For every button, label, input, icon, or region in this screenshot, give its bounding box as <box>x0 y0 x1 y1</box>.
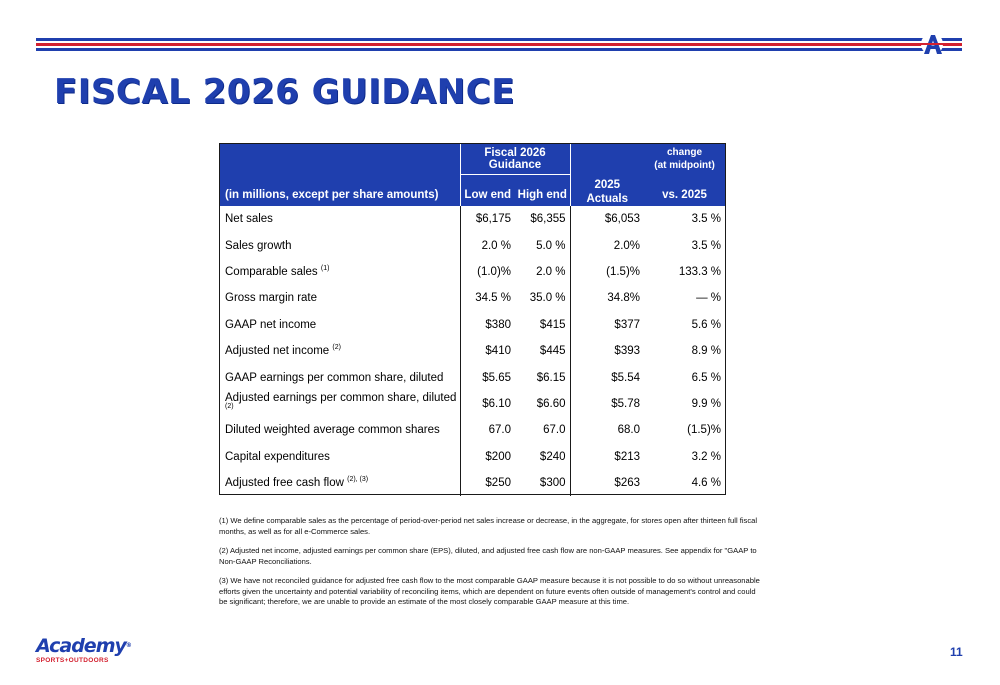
table-row <box>220 232 725 258</box>
actuals-header-line2: Actuals <box>586 193 629 205</box>
row-label-text: GAAP earnings per common share, diluted <box>225 371 444 384</box>
footnote-3: (3) We have not reconciled guidance for adjusted free cash flow to the most comparable GAAP measure because it is not possible to do so without unreasonable efforts given the uncertainty and potential variability of reconciling items, which are dependent on future events often outside of management's control and could be significant; therefore, we are unable to provide an estimate of the most closely comparable GAAP measure at this time. <box>219 576 760 606</box>
guidance-table <box>219 143 726 495</box>
row-label <box>220 417 460 443</box>
table-row <box>220 285 725 311</box>
high-end-value <box>515 285 570 311</box>
page-title: FISCAL 2026 GUIDANCE <box>54 72 515 112</box>
row-label-text: Sales growth <box>225 239 292 252</box>
change-value <box>644 364 725 390</box>
low-end-value <box>460 444 515 470</box>
low-end-value <box>460 259 515 285</box>
actuals-value <box>570 285 644 311</box>
low-end-value-text: $6,175 <box>475 213 511 226</box>
row-label-text: Gross margin rate <box>225 292 318 305</box>
actuals-value-text: $377 <box>614 318 641 331</box>
change-header <box>644 144 725 174</box>
brand-name-text: Academy <box>36 635 126 657</box>
row-label-text: Adjusted net income <box>225 345 330 358</box>
actuals-header <box>570 174 644 206</box>
row-label <box>220 259 460 285</box>
high-end-value-text: $445 <box>539 345 566 358</box>
row-label <box>220 391 460 417</box>
header-blank-actuals <box>570 144 644 174</box>
footnote-reference: (2) <box>332 344 341 352</box>
actuals-value <box>570 312 644 338</box>
footnotes <box>219 516 764 617</box>
actuals-value-text: 68.0 <box>617 424 641 437</box>
table-row <box>220 259 725 285</box>
low-end-value-text: $200 <box>485 450 511 463</box>
high-end-value-text: $6,355 <box>530 213 566 226</box>
low-end-value <box>460 206 515 232</box>
high-end-value <box>515 312 570 338</box>
header-stripe-red <box>36 43 918 46</box>
high-end-value-text: $6.15 <box>536 371 566 384</box>
row-label <box>220 364 460 390</box>
low-end-value <box>460 338 515 364</box>
high-end-value <box>515 338 570 364</box>
high-end-value-text: 2.0 % <box>536 265 566 278</box>
table-row <box>220 312 725 338</box>
change-header-line1: change <box>667 147 703 158</box>
change-value <box>644 285 725 311</box>
change-value <box>644 232 725 258</box>
low-end-value-text: (1.0)% <box>477 265 511 278</box>
actuals-value <box>570 206 644 232</box>
actuals-value <box>570 338 644 364</box>
low-end-value <box>460 232 515 258</box>
footnote-reference: (1) <box>320 265 330 273</box>
brand-registered-mark: ® <box>125 642 131 649</box>
change-value <box>644 338 725 364</box>
actuals-value-text: (1.5)% <box>606 265 641 278</box>
actuals-value-text: $213 <box>614 450 641 463</box>
table-row <box>220 391 725 417</box>
high-end-value-text: 67.0 <box>543 424 566 437</box>
high-end-value <box>515 259 570 285</box>
high-end-value-text: 35.0 % <box>529 292 566 305</box>
change-value <box>644 206 725 232</box>
high-end-value-text: $6.60 <box>536 397 566 410</box>
academy-brand-logo <box>36 636 156 676</box>
actuals-value-text: 34.8% <box>607 292 641 305</box>
brand-name <box>36 636 156 656</box>
actuals-value-text: $5.54 <box>611 371 641 384</box>
actuals-value <box>570 364 644 390</box>
row-label-text: GAAP net income <box>225 318 317 331</box>
low-end-value-text: $250 <box>485 477 511 490</box>
table-body <box>220 206 725 496</box>
row-label <box>220 470 460 496</box>
academy-a-logo-icon <box>918 32 962 56</box>
change-value-text: 3.5 % <box>691 239 722 252</box>
table-row <box>220 338 725 364</box>
row-label <box>220 285 460 311</box>
high-end-value-text: $240 <box>539 450 566 463</box>
table-row <box>220 364 725 390</box>
page-number: 11 <box>950 645 963 659</box>
low-end-value <box>460 312 515 338</box>
row-label <box>220 206 460 232</box>
header-stripe-blue-top <box>36 38 918 41</box>
brand-subtitle: SPORTS+OUTDOORS <box>36 657 109 664</box>
actuals-value-text: 2.0% <box>613 239 641 252</box>
low-end-value-text: $380 <box>485 318 511 331</box>
footnote-1: (1) We define comparable sales as the percentage of period-over-period net sales increase or decrease, in the aggregate, for stores open after thirteen full fiscal months, as well as for all e-Commerce sales. <box>219 516 758 536</box>
low-end-value <box>460 364 515 390</box>
change-header-line2: (at midpoint) <box>654 160 715 171</box>
actuals-value <box>570 391 644 417</box>
change-value <box>644 444 725 470</box>
change-value <box>644 391 725 417</box>
change-value <box>644 470 725 496</box>
change-value-text: 133.3 % <box>678 265 722 278</box>
high-end-value-text: 5.0 % <box>536 239 566 252</box>
change-value-text: — % <box>696 292 722 305</box>
row-label <box>220 312 460 338</box>
low-end-value-text: $6.10 <box>482 397 511 410</box>
actuals-value-text: $6,053 <box>604 213 641 226</box>
low-end-value <box>460 285 515 311</box>
low-end-value-text: 34.5 % <box>475 292 511 305</box>
actuals-value <box>570 470 644 496</box>
actuals-value <box>570 444 644 470</box>
change-value-text: 9.9 % <box>691 397 722 410</box>
row-label-text: Comparable sales <box>225 265 318 278</box>
high-end-value-text: $300 <box>539 477 566 490</box>
low-end-value-text: 67.0 <box>488 424 511 437</box>
low-end-value-text: 2.0 % <box>481 239 511 252</box>
high-end-value <box>515 391 570 417</box>
table-row <box>220 417 725 443</box>
table-row <box>220 444 725 470</box>
actuals-value <box>570 232 644 258</box>
row-label-text: Diluted weighted average common shares <box>225 424 440 437</box>
change-value-text: 8.9 % <box>691 345 722 358</box>
table-row <box>220 206 725 232</box>
high-end-value <box>515 470 570 496</box>
header-blank <box>220 144 460 174</box>
change-value <box>644 312 725 338</box>
change-value-text: 3.2 % <box>691 450 722 463</box>
footnote-2: (2) Adjusted net income, adjusted earnings per common share (EPS), diluted, and adjusted free cash flow are non-GAAP measures. See appendix for "GAAP to Non-GAAP Reconciliations. <box>219 546 757 566</box>
vs-2025-header: vs. 2025 <box>644 174 725 206</box>
guidance-group-header: Fiscal 2026 Guidance <box>460 144 570 174</box>
high-end-value <box>515 417 570 443</box>
change-value-text: 4.6 % <box>691 477 722 490</box>
high-end-value <box>515 364 570 390</box>
change-value-text: 5.6 % <box>691 318 722 331</box>
change-value-text: (1.5)% <box>687 424 722 437</box>
row-label-text: Adjusted free cash flow <box>225 477 344 490</box>
actuals-value-text: $263 <box>614 477 641 490</box>
header-stripe-blue-bottom <box>36 48 918 51</box>
change-value <box>644 417 725 443</box>
actuals-value-text: $393 <box>614 345 641 358</box>
change-value <box>644 259 725 285</box>
row-label <box>220 338 460 364</box>
high-end-value <box>515 206 570 232</box>
low-end-value <box>460 391 515 417</box>
change-value-text: 3.5 % <box>691 213 722 226</box>
low-end-value-text: $5.65 <box>482 371 511 384</box>
low-end-header: Low end <box>460 174 515 206</box>
low-end-value-text: $410 <box>485 345 511 358</box>
change-value-text: 6.5 % <box>691 371 722 384</box>
high-end-header: High end <box>515 174 570 206</box>
actuals-value-text: $5.78 <box>611 397 641 410</box>
row-label <box>220 232 460 258</box>
actuals-header-line1: 2025 <box>594 179 621 191</box>
high-end-value <box>515 444 570 470</box>
high-end-value-text: $415 <box>539 318 566 331</box>
row-label <box>220 444 460 470</box>
low-end-value <box>460 470 515 496</box>
row-label-text: Adjusted earnings per common share, diluted <box>225 391 457 404</box>
table-row <box>220 470 725 496</box>
label-column-header: (in millions, except per share amounts) <box>220 174 460 206</box>
high-end-value <box>515 232 570 258</box>
row-label-text: Capital expenditures <box>225 450 330 463</box>
actuals-value <box>570 259 644 285</box>
low-end-value <box>460 417 515 443</box>
row-label-text: Net sales <box>225 213 273 226</box>
footnote-reference: (2) <box>225 403 234 411</box>
footnote-reference: (2), (3) <box>347 476 369 484</box>
actuals-value <box>570 417 644 443</box>
